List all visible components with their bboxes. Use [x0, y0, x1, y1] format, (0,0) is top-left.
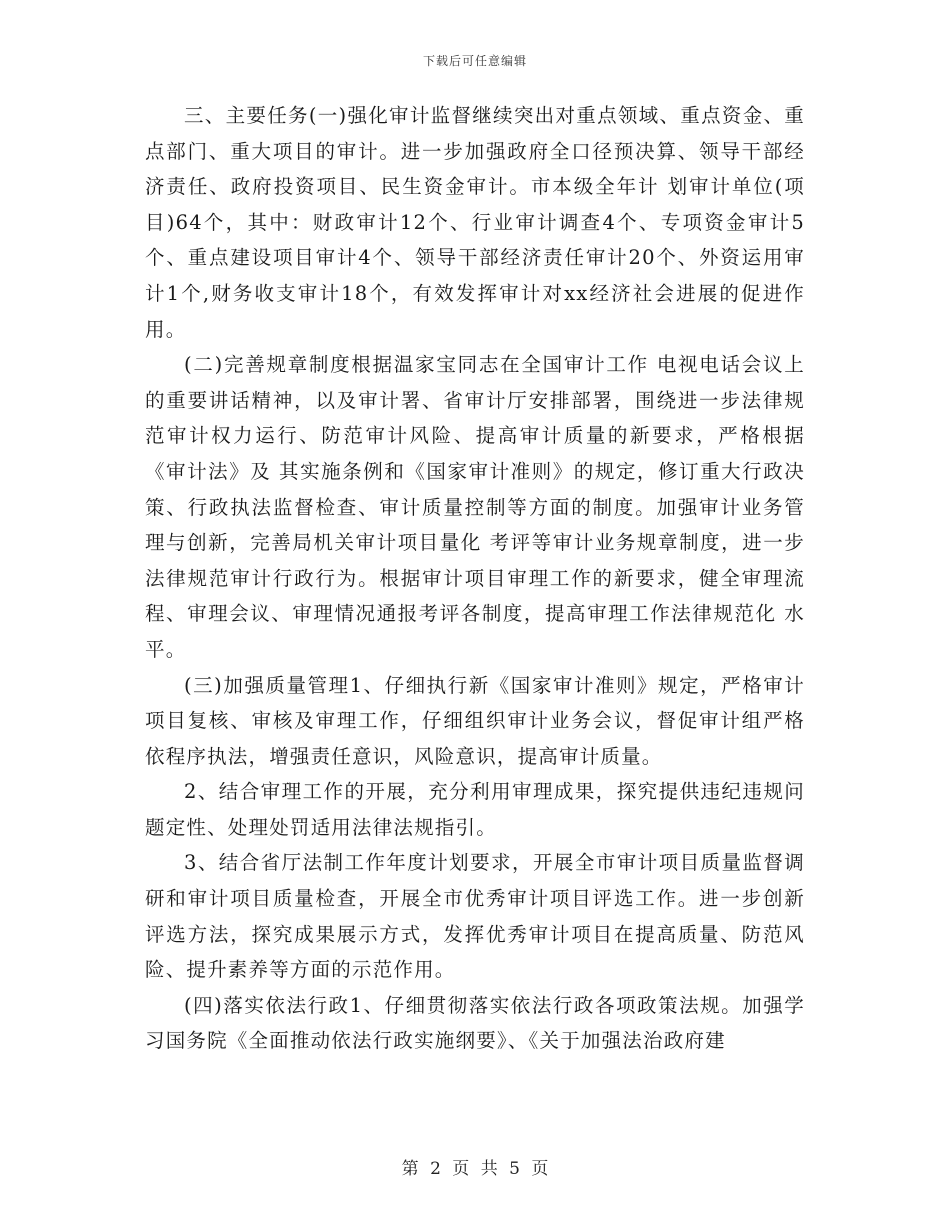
document-body — [145, 98, 805, 1059]
paragraph-main-tasks: 三、主要任务(一)强化审计监督继续突出对重点领域、重点资金、重点部门、重大项目的审计。进一步加强政府全口径预决算、领导干部经济责任、政府投资项目、民生资金审计。市本级全年计 划审计单位(项目)64个，其中：财政审计12个、行业审计调查4个、专项资金审计5个、重点建设项目审计4个、领导干部经济责任审计20个、外资运用审 计1个,财务收支审计18个，有效发挥审计对xx经济社会进展的促进作用。 — [145, 104, 805, 341]
page-header: 下载后可任意编辑 — [422, 54, 527, 68]
paragraph-quality-management: (三)加强质量管理1、仔细执行新《国家审计准则》规定，严格审计项目复核、审核及审理工作，仔细组织审计业务会议，督促审计组严格依程序执法，增强责任意识，风险意识，提高审计质量。 — [145, 673, 805, 768]
paragraph-regulations: (二)完善规章制度根据温家宝同志在全国审计工作 电视电话会议上的重要讲话精神，以及审计署、省审计厅安排部署，围绕进一步法律规范审计权力运行、防范审计风险、提高审计质量的新要求，严格根据《审计法》及 其实施条例和《国家审计准则》的规定，修订重大行政决策、行政执法监督检查、审计质量控制等方面的制度。加强审计业务管理与创新，完善局机关审计项目量化 考评等审计业务规章制度，进一步法律规范审计行政行为。根据审计项目审理工作的新要求，健全审理流程、审理会议、审理情况通报考评各制度，提高审理工作法律规范化 水平。 — [145, 353, 805, 661]
paragraph-item-3: 3、结合省厅法制工作年度计划要求，开展全市审计项目质量监督调研和审计项目质量检查，开展全市优秀审计项目评选工作。进一步创新评选方法，探究成果展示方式，发挥优秀审计项目在提高质量、防范风险、提升素养等方面的示范作用。 — [145, 851, 805, 982]
paragraph-item-2: 2、结合审理工作的开展，充分利用审理成果，探究提供违纪违规问题定性、处理处罚适用法律法规指引。 — [145, 780, 805, 839]
page-footer: 第 2 页 共 5 页 — [401, 1159, 549, 1179]
paragraph-rule-of-law: (四)落实依法行政1、仔细贯彻落实依法行政各项政策法规。加强学习国务院《全面推动依法行政实施纲要》、《关于加强法治政府建 — [145, 993, 805, 1053]
